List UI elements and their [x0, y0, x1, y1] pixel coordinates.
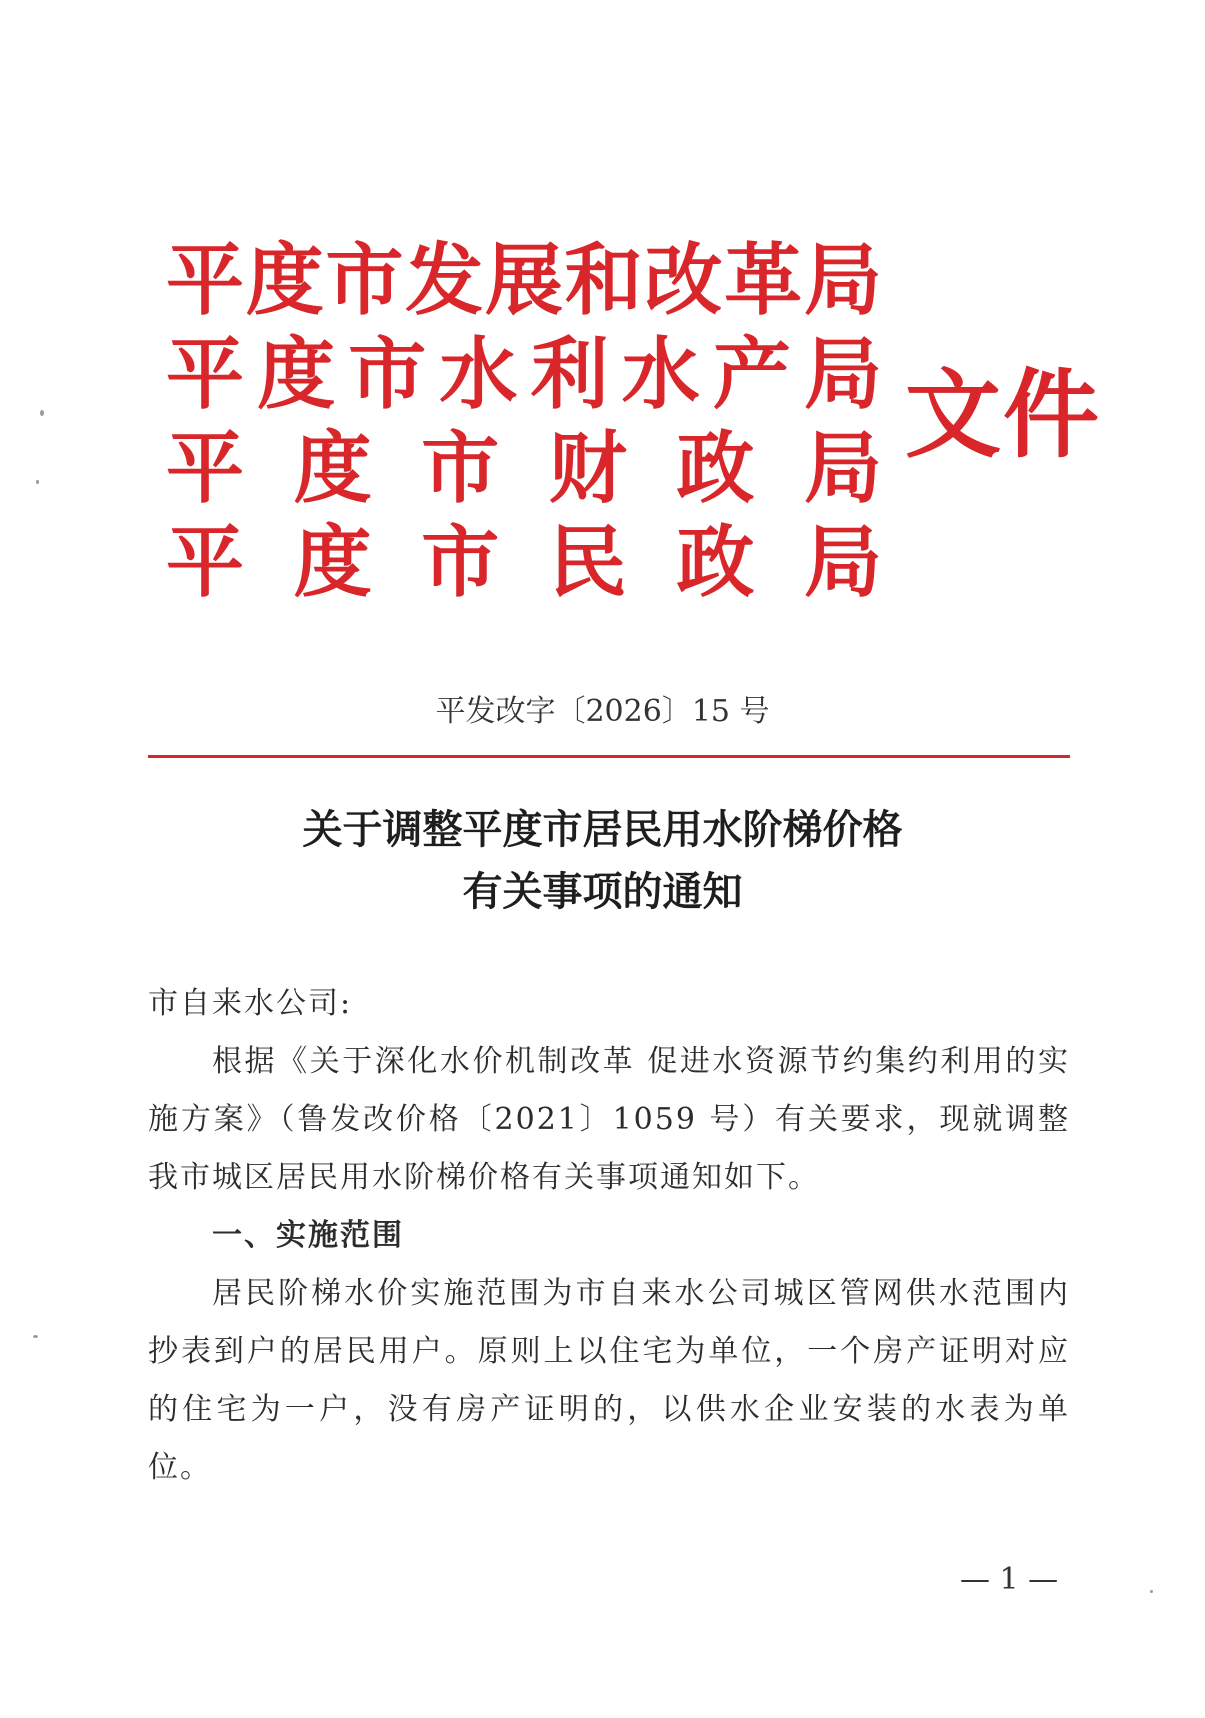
agency-line-1: 平 度 市 发 展 和 改 革 局 — [166, 236, 882, 326]
notice-title-line-1: 关于调整平度市居民用水阶梯价格 — [302, 807, 903, 853]
agency-line-2: 平 度 市 水 利 水 产 局 — [166, 330, 882, 420]
scan-speck — [33, 1335, 38, 1338]
recipient: 市自来水公司: — [148, 986, 353, 1021]
section-1-heading: 一、实施范围 — [212, 1218, 404, 1253]
document-number: 平发改字〔2026〕15 号 — [435, 694, 770, 729]
section-1-text: 居民阶梯水价实施范围为市自来水公司城区管网供水范围内抄表到户的居民用户。原则上以住宅为单位，一个房产证明对应的住宅为一户，没有房产证明的，以供水企业安装的水表为单位。 — [148, 1276, 1070, 1485]
scan-speck — [40, 410, 44, 416]
scan-speck — [1150, 1590, 1153, 1593]
document-type-label: 文件 — [905, 359, 1101, 471]
notice-title-line-2: 有关事项的通知 — [462, 869, 743, 915]
red-divider-line — [148, 755, 1070, 758]
issuing-agencies — [166, 236, 882, 616]
scan-speck — [36, 480, 39, 484]
document-body — [148, 975, 1070, 1497]
intro-paragraph: 根据《关于深化水价机制改革 促进水资源节约集约利用的实施方案》（鲁发改价格〔2021〕1059 号）有关要求，现就调整我市城区居民用水阶梯价格有关事项通知如下。 — [148, 1044, 1070, 1195]
page-number: — 1 — — [960, 1562, 1059, 1597]
agency-line-3: 平 度 市 财 政 局 — [166, 424, 882, 514]
agency-line-4: 平 度 市 民 政 局 — [166, 518, 882, 608]
